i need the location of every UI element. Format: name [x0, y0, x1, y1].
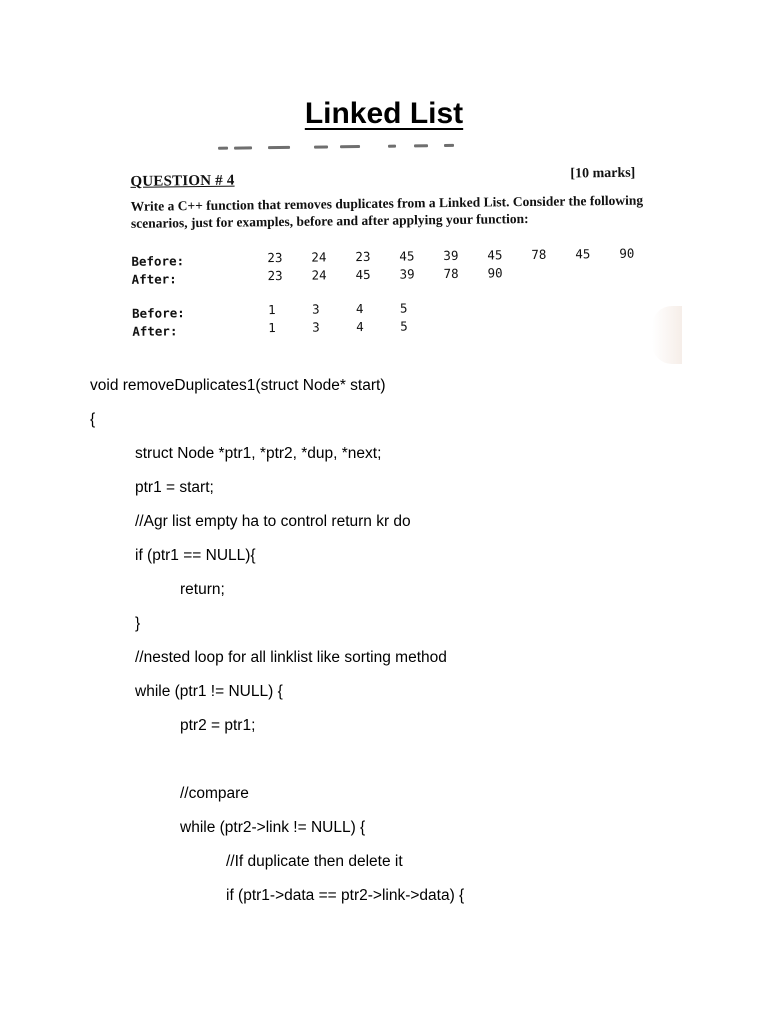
value: 23	[355, 248, 371, 265]
question-heading: QUESTION # 4	[130, 172, 235, 190]
code-line: }	[135, 615, 141, 632]
value: 5	[399, 300, 408, 316]
code-line: return;	[180, 581, 225, 598]
scan-edge-artifact	[652, 306, 682, 364]
value: 45	[487, 247, 503, 263]
value: 5	[400, 318, 408, 334]
value: 78	[531, 246, 547, 262]
value: 1	[267, 302, 276, 318]
after-values	[268, 318, 444, 335]
value: 24	[311, 267, 327, 283]
code-line: {	[90, 411, 96, 428]
before-label: Before:	[131, 305, 185, 321]
value: 23	[267, 249, 283, 266]
scan-artifact	[218, 141, 558, 153]
value: 4	[356, 319, 364, 335]
after-label: After:	[132, 323, 178, 339]
value: 24	[311, 249, 327, 265]
code-comment: //nested loop for all linklist like sorting method	[135, 649, 447, 666]
value: 45	[399, 248, 415, 264]
code-comment: //compare	[180, 785, 249, 802]
before-values	[267, 245, 663, 265]
value: 4	[355, 301, 364, 317]
code-line: if (ptr1->data == ptr2->link->data) {	[226, 887, 465, 904]
before-values	[268, 300, 444, 317]
code-line: struct Node *ptr1, *ptr2, *dup, *next;	[135, 445, 382, 462]
after-values	[268, 265, 532, 283]
question-text	[131, 191, 671, 232]
after-label: After:	[131, 271, 177, 287]
value: 39	[443, 247, 459, 264]
value: 45	[575, 246, 591, 262]
code-line: ptr2 = ptr1;	[180, 717, 256, 734]
code-comment: //Agr list empty ha to control return kr do	[135, 513, 411, 530]
before-label: Before:	[131, 253, 185, 269]
code-blank-line	[90, 746, 464, 780]
code-line: ptr1 = start;	[135, 479, 214, 496]
code-comment: //If duplicate then delete it	[226, 853, 403, 870]
value: 90	[487, 265, 503, 281]
value: 90	[619, 245, 635, 261]
value: 1	[268, 320, 276, 336]
value: 3	[312, 319, 320, 335]
question-text-line-2: scenarios, just for examples, before and after applying your function:	[130, 210, 529, 231]
value: 3	[311, 301, 320, 317]
code-line: void removeDuplicates1(struct Node* start)	[90, 377, 386, 394]
value: 39	[399, 266, 415, 282]
scanned-question-image	[118, 139, 680, 354]
code-line: while (ptr2->link != NULL) {	[180, 819, 366, 836]
value: 45	[355, 266, 371, 283]
value: 78	[443, 265, 459, 282]
page-title: Linked List	[304, 97, 464, 130]
question-text-line-1: Write a C++ function that removes duplicates from a Linked List. Consider the following	[130, 192, 644, 214]
question-marks: [10 marks]	[570, 165, 636, 182]
code-line: while (ptr1 != NULL) {	[135, 683, 283, 700]
value: 23	[267, 267, 283, 284]
code-block	[90, 372, 464, 916]
code-line: if (ptr1 == NULL){	[135, 547, 256, 564]
